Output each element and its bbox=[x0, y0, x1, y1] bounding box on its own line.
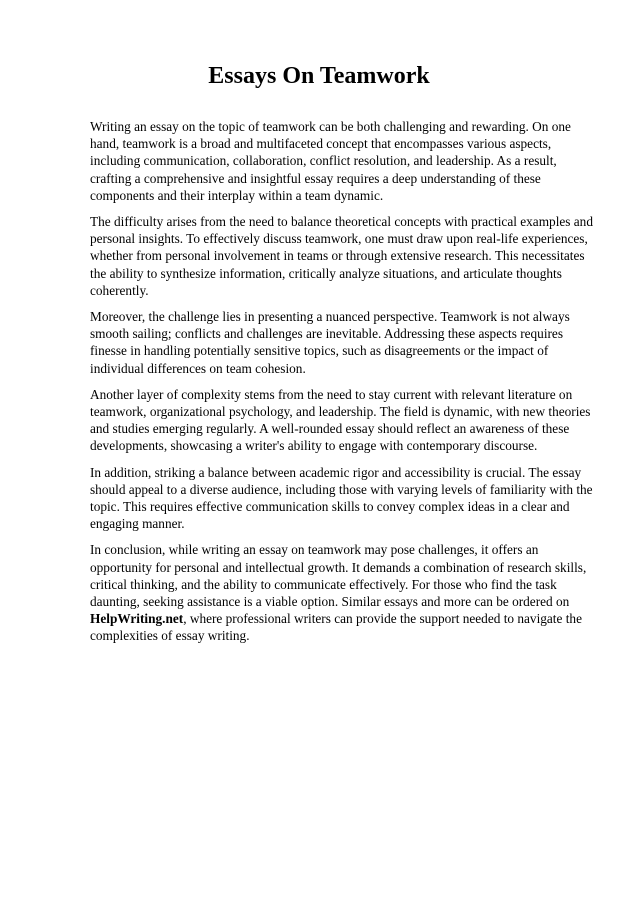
helpwriting-link[interactable]: HelpWriting.net bbox=[90, 611, 184, 627]
paragraph-3: Moreover, the challenge lies in presenting a nuanced perspective. Teamwork is not always smooth sailing; conflicts and challenges are inevitable. Addressing these aspects requires finesse in handling potentially sensitive topics, such as disagreements or the impact of individual differences on team cohesion. bbox=[90, 309, 570, 376]
paragraph-4: Another layer of complexity stems from the need to stay current with relevant literature on teamwork, organizational psychology, and leadership. The field is dynamic, with new theories and studies emerging regularly. A well-rounded essay should reflect an awareness of these developments, showcasing a writer's ability to engage with contemporary discourse. bbox=[90, 386, 591, 454]
conclusion-text-start: In conclusion, while writing an essay on teamwork may pose challenges, it offers an opportunity for personal and intellectual growth. It demands a combination of research skills, critical thinking, and the ability to communicate effectively. For those who find the task daunting, seeking assistance is a viable option. Similar essays and more can be ordered on bbox=[90, 542, 587, 610]
conclusion-text-end: , where professional writers can provide the support needed to navigate the complexities of essay writing. bbox=[90, 611, 582, 644]
paragraph-1: Writing an essay on the topic of teamwork can be both challenging and rewarding. On one hand, teamwork is a broad and multifaceted concept that encompasses various aspects, including communication, collaboration, conflict resolution, and leadership. As a result, crafting a comprehensive and insightful essay requires a deep understanding of these components and their interplay within a team dynamic. bbox=[90, 119, 571, 203]
page-title: Essays On Teamwork bbox=[208, 63, 430, 89]
essay-body bbox=[90, 118, 600, 654]
paragraph-2: The difficulty arises from the need to balance theoretical concepts with practical examples and personal insights. To effectively discuss teamwork, one must draw upon real-life experiences, whether from personal involvement in teams or through extensive research. This necessitates the ability to synthesize information, critically analyze situations, and articulate thoughts coherently. bbox=[90, 214, 593, 298]
paragraph-5: In addition, striking a balance between academic rigor and accessibility is crucial. The essay should appeal to a diverse audience, including those with varying levels of familiarity with the topic. This requires effective communication skills to convey complex ideas in a clear and engaging manner. bbox=[90, 464, 593, 532]
paragraph-conclusion bbox=[90, 541, 600, 644]
